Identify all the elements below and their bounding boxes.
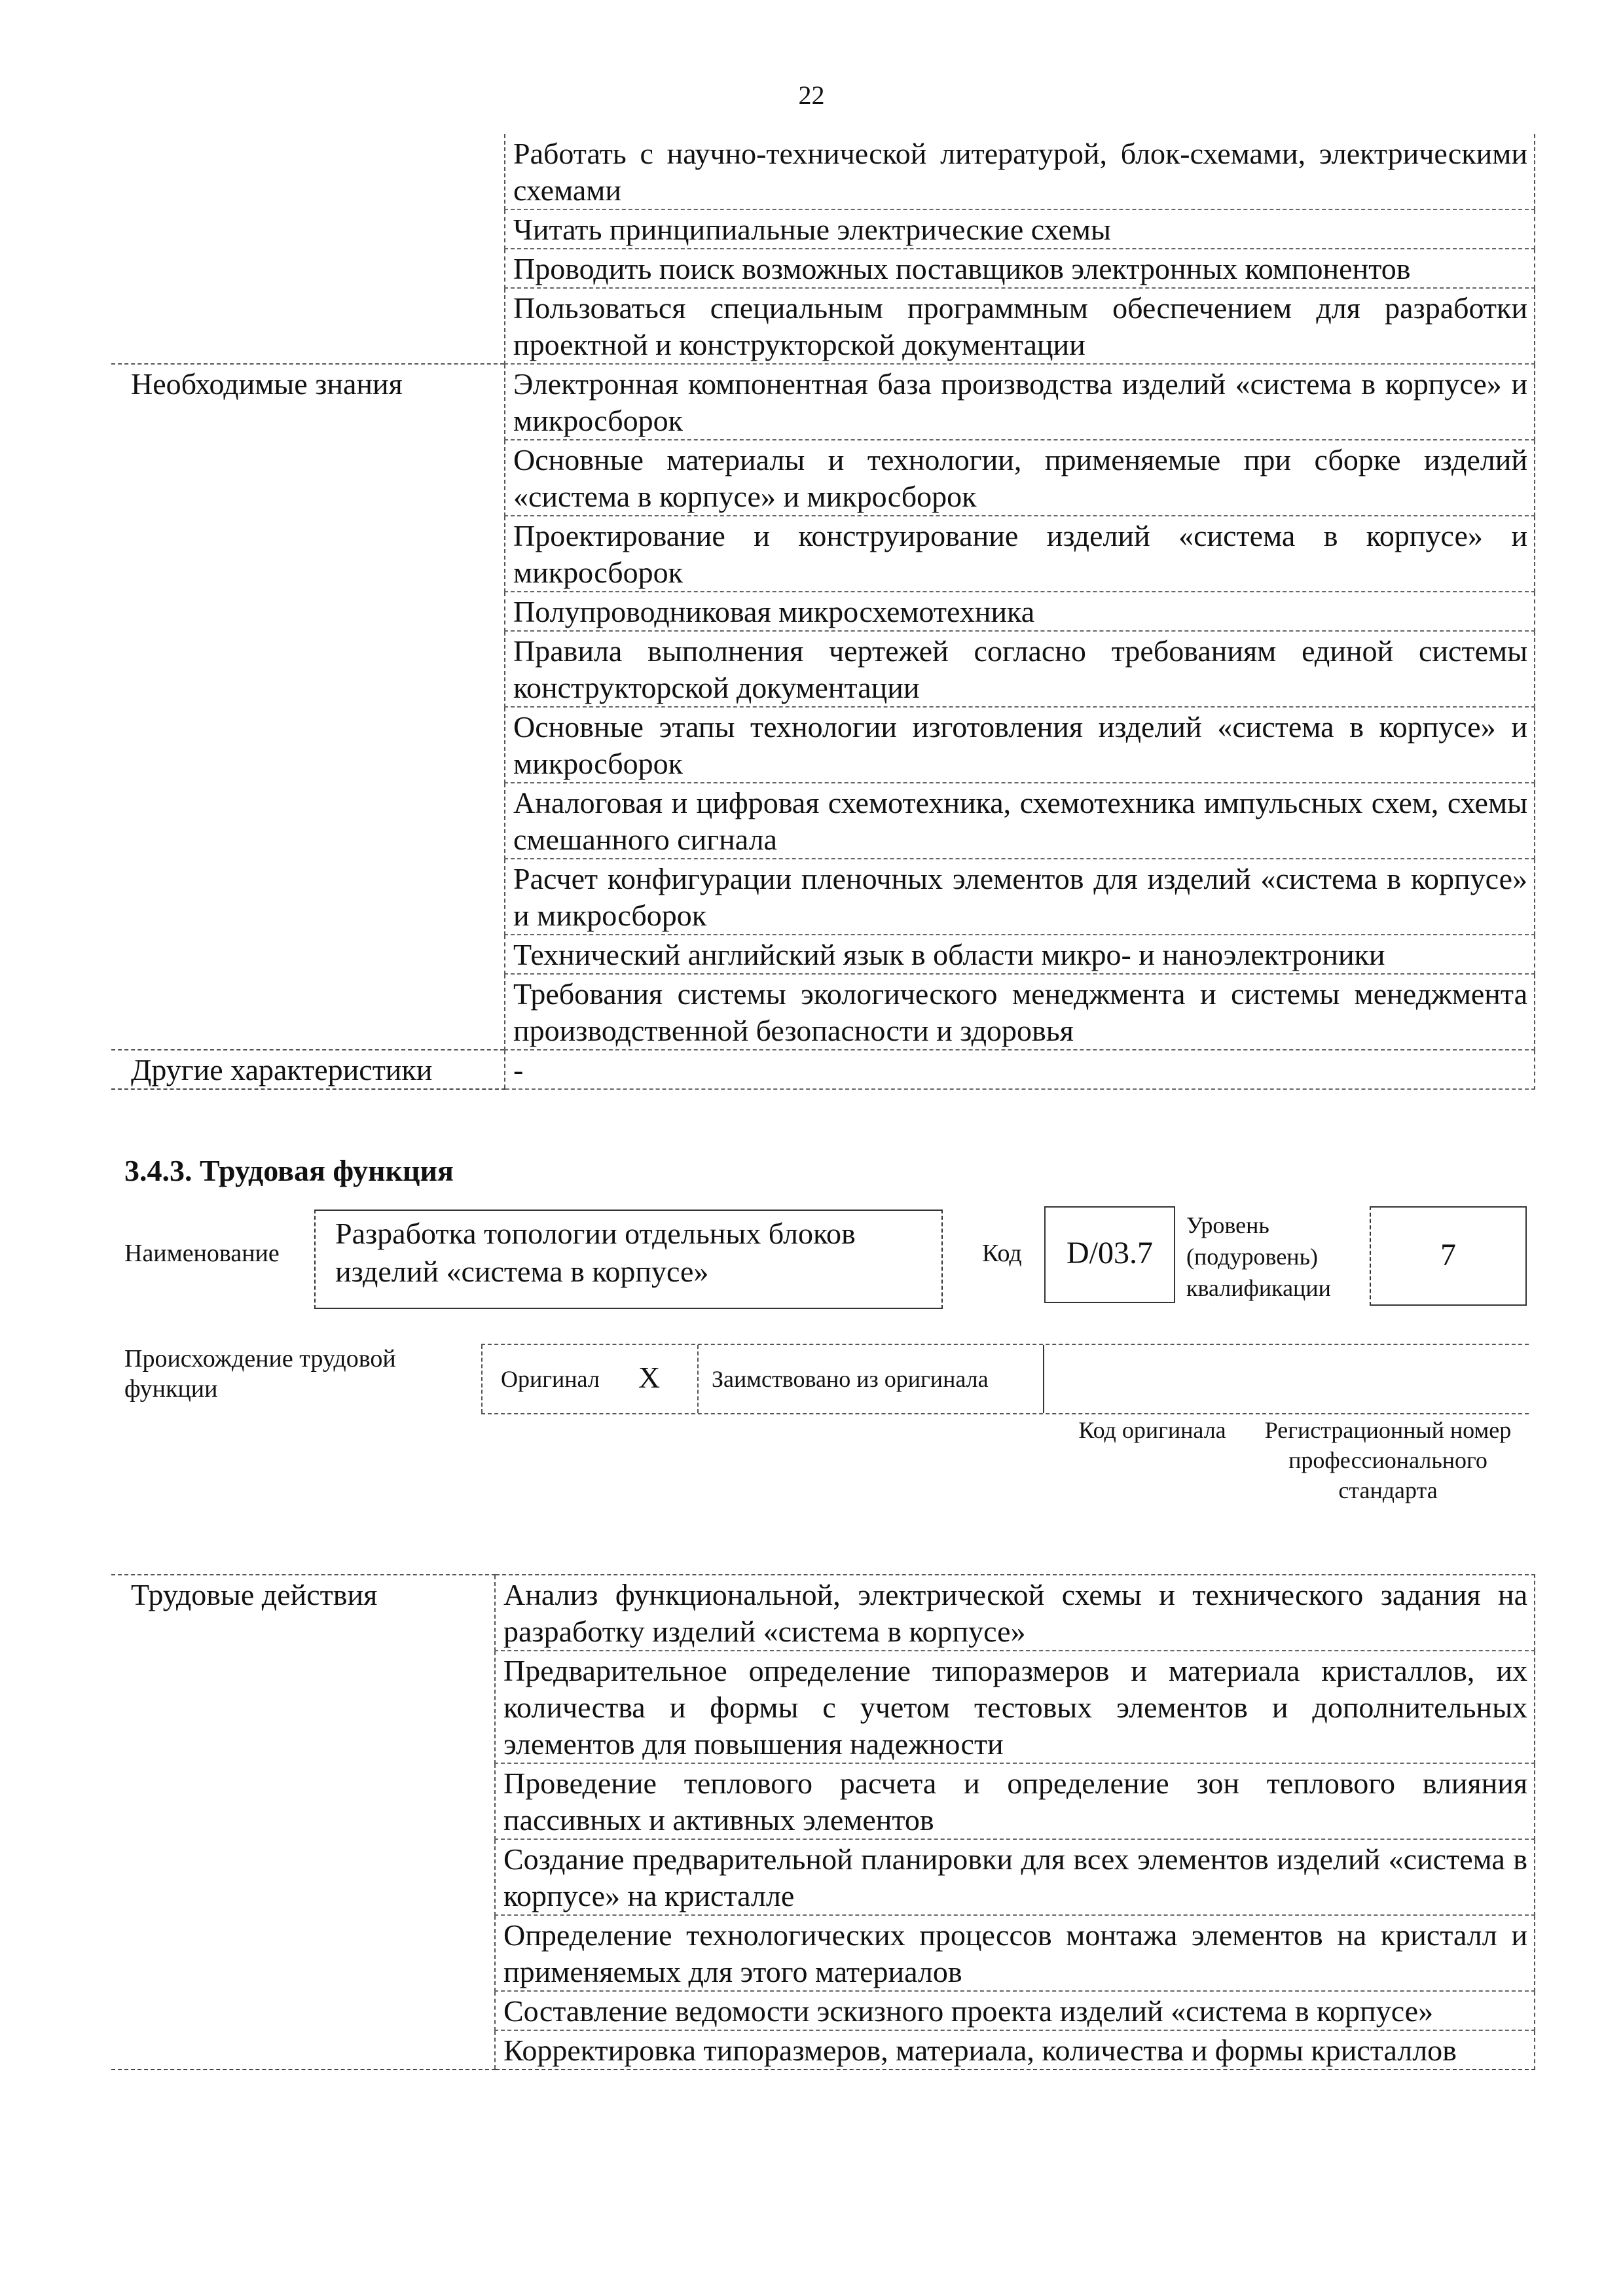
skill-item: Пользоваться специальным программным обеспечением для разработки проектной и конструкторской документации <box>505 288 1535 364</box>
action-item: Проведение теплового расчета и определение зон теплового влияния пассивных и активных элементов <box>495 1763 1535 1839</box>
borrowed-cell <box>697 1345 1044 1413</box>
knowledge-item: Правила выполнения чертежей согласно требованиям единой системы конструкторской документации <box>505 631 1535 707</box>
action-item: Анализ функциональной, электрической схемы и технического задания на разработку изделий «система в корпусе» <box>495 1575 1535 1651</box>
knowledge-item: Технический английский язык в области микро- и наноэлектроники <box>505 935 1535 974</box>
actions-table <box>111 1574 1535 2070</box>
skill-item: Читать принципиальные электрические схемы <box>505 209 1535 249</box>
action-item: Корректировка типоразмеров, материала, количества и формы кристаллов <box>495 2030 1535 2070</box>
original-mark: X <box>638 1361 661 1394</box>
knowledge-item: Полупроводниковая микросхемотехника <box>505 592 1535 631</box>
knowledge-item: Проектирование и конструирование изделий «система в корпусе» и микросборок <box>505 516 1535 592</box>
code-original-caption: Код оригинала <box>1078 1417 1226 1443</box>
other-characteristics-label: Другие характеристики <box>111 1050 505 1089</box>
knowledge-item: Основные этапы технологии изготовления изделий «система в корпусе» и микросборок <box>505 707 1535 783</box>
level-label: Уровень (подуровень) квалификации <box>1186 1212 1331 1301</box>
origin-label: Происхождение трудовой функции <box>124 1345 396 1403</box>
section-heading: 3.4.3. Трудовая функция <box>124 1154 454 1187</box>
level-value: 7 <box>1370 1206 1527 1306</box>
borrowed-label: Заимствовано из оригинала <box>712 1366 989 1392</box>
action-item: Составление ведомости эскизного проекта изделий «система в корпусе» <box>495 1991 1535 2030</box>
knowledge-label: Необходимые знания <box>111 364 505 440</box>
reg-number-caption: Регистрационный номер профессионального стандарта <box>1264 1417 1512 1503</box>
action-item: Определение технологических процессов монтажа элементов на кристалл и применяемых для этого материалов <box>495 1915 1535 1991</box>
page-number: 22 <box>798 81 825 110</box>
original-cell <box>481 1345 697 1413</box>
code-value: D/03.7 <box>1044 1206 1175 1303</box>
name-label: Наименование <box>124 1240 280 1267</box>
skill-item: Работать с научно-технической литературой, блок-схемами, электрическими схемами <box>505 134 1535 209</box>
knowledge-item: Основные материалы и технологии, применяемые при сборке изделий «система в корпусе» и микросборок <box>505 440 1535 516</box>
row-label-empty <box>111 134 505 209</box>
actions-label: Трудовые действия <box>111 1575 495 1651</box>
knowledge-item: Аналоговая и цифровая схемотехника, схемотехника импульсных схем, схемы смешанного сигнала <box>505 783 1535 859</box>
name-value: Разработка топологии отдельных блоков изделий «система в корпусе» <box>314 1210 943 1309</box>
knowledge-item: Расчет конфигурации пленочных элементов для изделий «система в корпусе» и микросборок <box>505 859 1535 935</box>
knowledge-item: Электронная компонентная база производства изделий «система в корпусе» и микросборок <box>505 364 1535 440</box>
knowledge-table <box>111 134 1535 1090</box>
knowledge-item: Требования системы экологического менеджмента и системы менеджмента производственной безопасности и здоровья <box>505 974 1535 1050</box>
skill-item: Проводить поиск возможных поставщиков электронных компонентов <box>505 249 1535 288</box>
action-item: Предварительное определение типоразмеров и материала кристаллов, их количества и формы с учетом тестовых элементов и дополнительных элементов для повышения надежности <box>495 1651 1535 1763</box>
other-characteristics-value: - <box>505 1050 1535 1089</box>
original-label: Оригинал <box>501 1366 600 1392</box>
action-item: Создание предварительной планировки для всех элементов изделий «система в корпусе» на кристалле <box>495 1839 1535 1915</box>
code-label: Код <box>982 1240 1022 1267</box>
